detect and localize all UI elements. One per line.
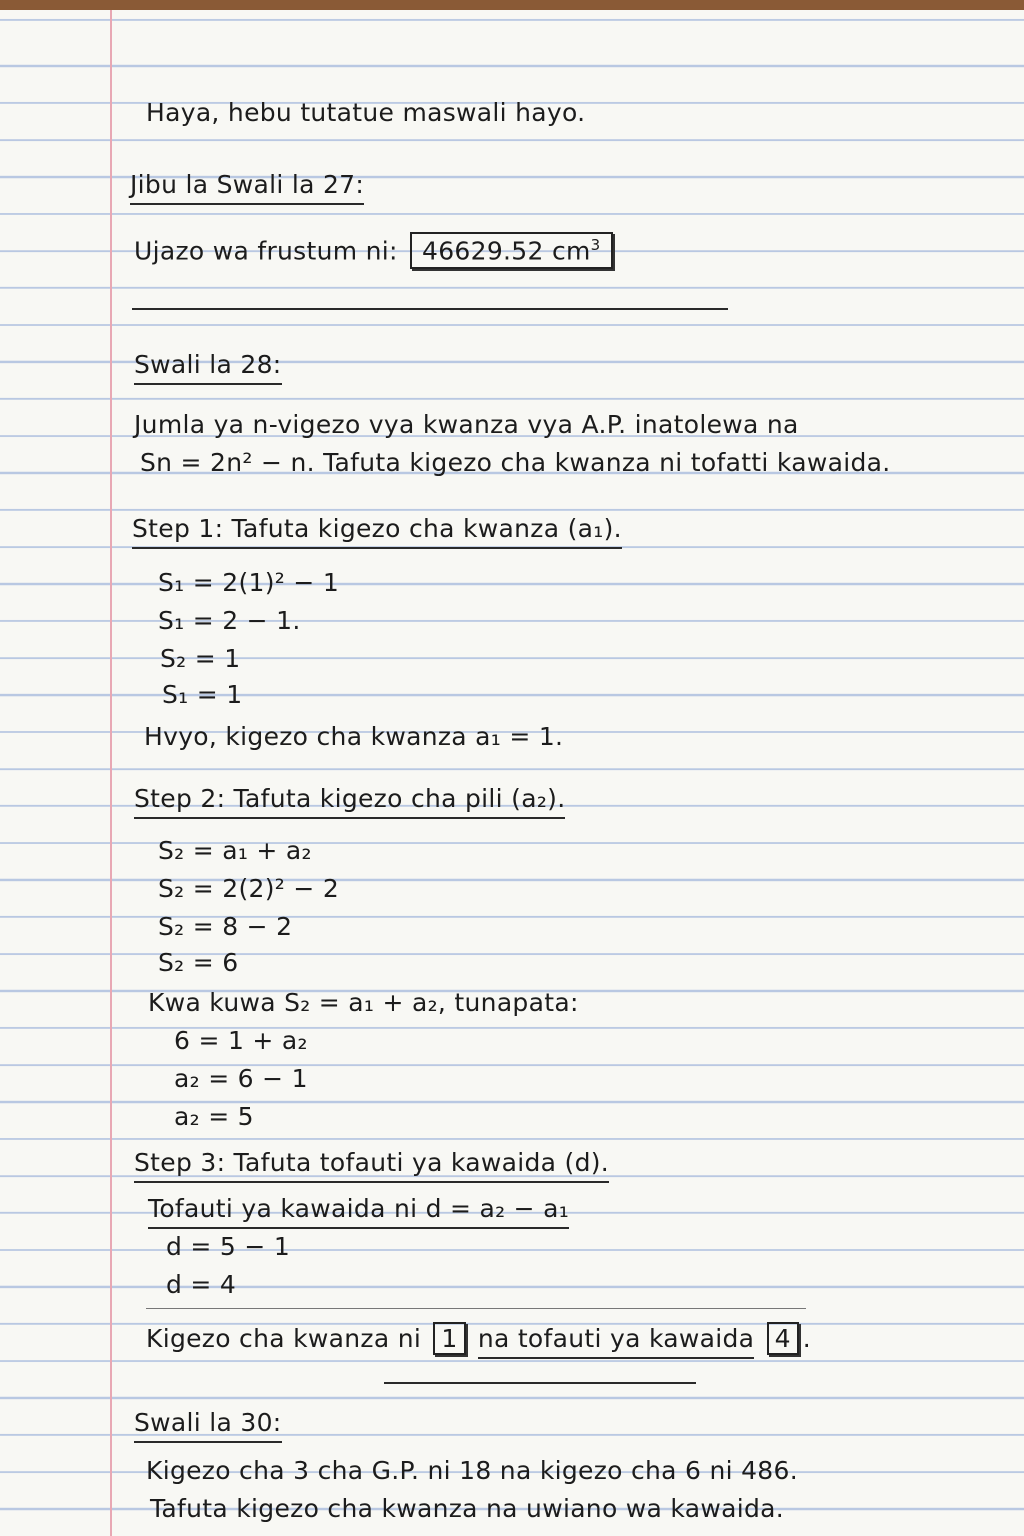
step1-conclusion: Hvyo, kigezo cha kwanza a₁ = 1. — [144, 722, 564, 751]
step2-work: 6 = 1 + a₂ — [174, 1026, 308, 1055]
intro-line: Haya, hebu tutatue maswali hayo. — [146, 98, 586, 127]
q30-prompt-2: Tafuta kigezo cha kwanza na uwiano wa kawaida. — [150, 1494, 785, 1523]
step2-line: S₂ = 8 − 2 — [158, 912, 293, 941]
step3-work: d = 4 — [166, 1270, 237, 1299]
step1-line: S₁ = 2(1)² − 1 — [158, 568, 340, 597]
step3-note: Tofauti ya kawaida ni d = a₂ − a₁ — [148, 1194, 569, 1229]
final-mid: na tofauti ya kawaida — [478, 1324, 755, 1359]
step2-line: S₂ = 2(2)² − 2 — [158, 874, 340, 903]
q27-answer-value: 46629.52 cm — [422, 236, 591, 266]
q28-heading: Swali la 28: — [134, 350, 282, 385]
step3-work: d = 5 − 1 — [166, 1232, 291, 1261]
section-divider — [384, 1382, 696, 1384]
q27-answer-label: Ujazo wa frustum ni: — [134, 236, 398, 266]
final-d-box: 4 — [767, 1322, 799, 1355]
step2-line: S₂ = a₁ + a₂ — [158, 836, 312, 865]
margin-line — [110, 10, 112, 1536]
notebook-page — [0, 10, 1024, 1536]
step1-line: S₁ = 2 − 1. — [158, 606, 301, 635]
final-end: . — [802, 1324, 812, 1353]
q30-prompt-1: Kigezo cha 3 cha G.P. ni 18 na kigezo cha 6 ni 486. — [146, 1456, 798, 1485]
step1-line: S₂ = 1 — [160, 644, 241, 673]
step2-line: S₂ = 6 — [158, 948, 239, 977]
q28-final-answer — [146, 1322, 811, 1355]
step1-title: Step 1: Tafuta kigezo cha kwanza (a₁). — [132, 514, 622, 549]
step2-title: Step 2: Tafuta kigezo cha pili (a₂). — [134, 784, 565, 819]
step1-line: S₁ = 1 — [162, 680, 243, 709]
section-divider — [132, 308, 728, 310]
q28-prompt-1: Jumla ya n-vigezo vya kwanza vya A.P. inatolewa na — [134, 410, 799, 439]
step2-work: a₂ = 6 − 1 — [174, 1064, 308, 1093]
step2-note: Kwa kuwa S₂ = a₁ + a₂, tunapata: — [148, 988, 579, 1017]
q27-answer-exponent: 3 — [590, 236, 601, 254]
q28-prompt-2: Sn = 2n² − n. Tafuta kigezo cha kwanza ni tofatti kawaida. — [140, 448, 891, 477]
step3-title: Step 3: Tafuta tofauti ya kawaida (d). — [134, 1148, 609, 1183]
final-pre: Kigezo cha kwanza ni — [146, 1324, 422, 1353]
step2-work: a₂ = 5 — [174, 1102, 254, 1131]
final-divider — [146, 1308, 806, 1309]
q30-heading: Swali la 30: — [134, 1408, 282, 1443]
final-a1-box: 1 — [433, 1322, 465, 1355]
q27-answer-line — [134, 232, 617, 269]
q27-heading: Jibu la Swali la 27: — [130, 170, 364, 205]
q27-answer-box — [410, 232, 612, 269]
